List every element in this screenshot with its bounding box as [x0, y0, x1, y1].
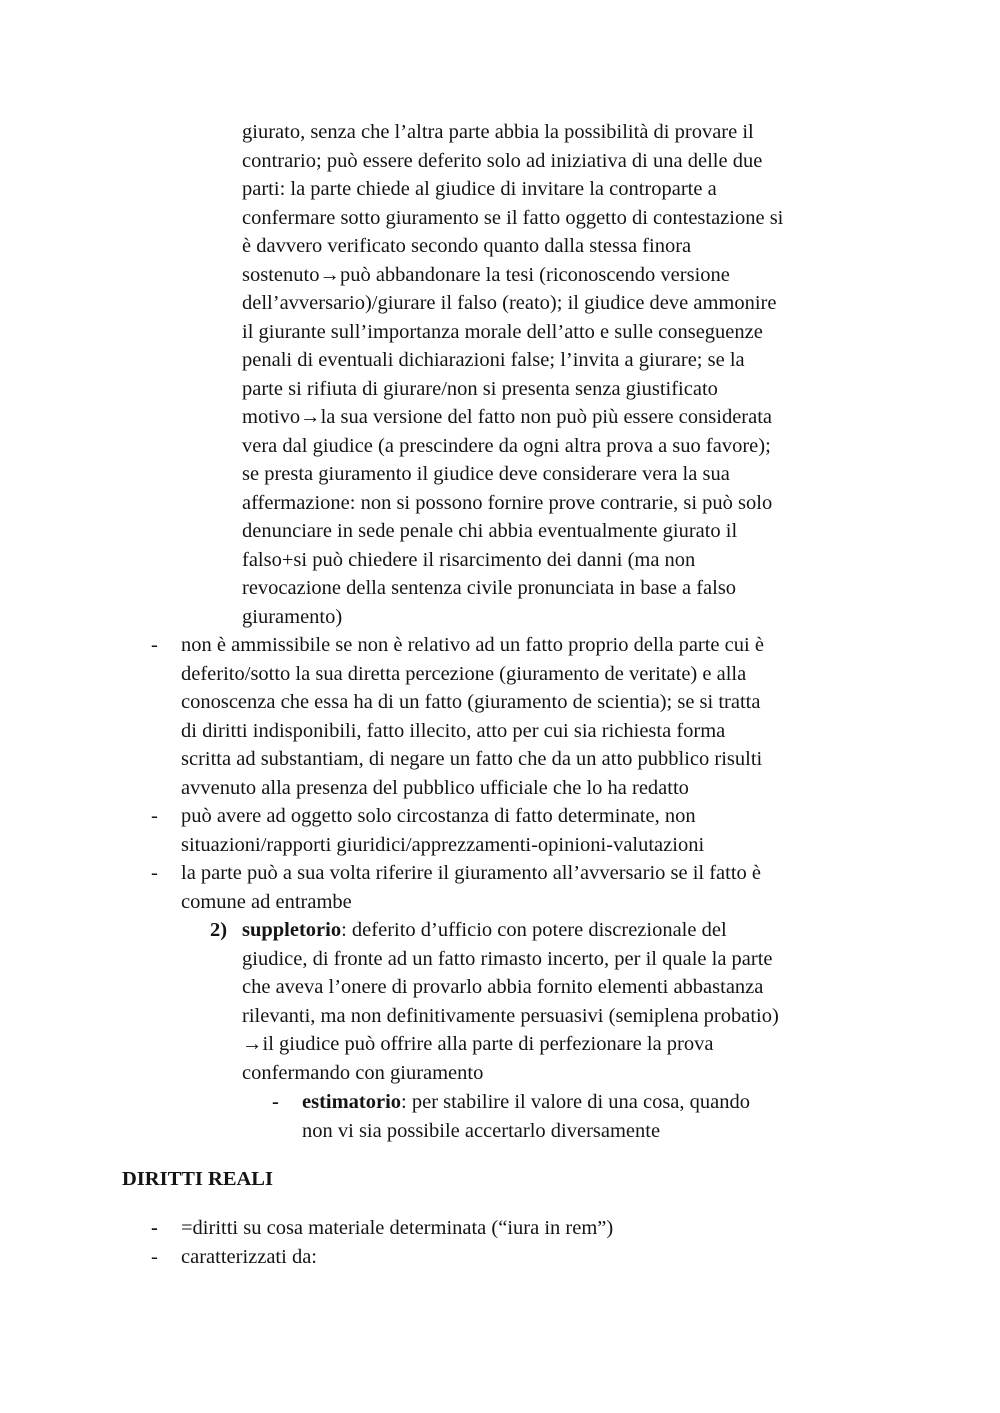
text-line: confermando con giuramento — [242, 1061, 484, 1084]
text-line: situazioni/rapporti giuridici/apprezzamenti-opinioni-valutazioni — [181, 833, 705, 856]
bullet-list — [151, 631, 911, 916]
text-line: rilevanti, ma non definitivamente persuasivi (semiplena probatio) — [242, 1004, 779, 1027]
list-item — [151, 802, 911, 859]
text-line: falso+si può chiedere il risarcimento dei danni (ma non — [242, 548, 696, 571]
text-line: comune ad entrambe — [181, 890, 352, 913]
text-line: non vi sia possibile accertarlo diversamente — [302, 1119, 661, 1142]
text-line: il giurante sull’importanza morale dell’atto e sulle conseguenze — [242, 320, 763, 343]
continuation-paragraph — [242, 118, 783, 631]
list-item — [151, 859, 911, 916]
section-list — [151, 1214, 911, 1271]
text-line: giuramento) — [242, 605, 343, 628]
list-item — [151, 1243, 911, 1272]
bullet-dash: - — [151, 805, 158, 827]
text-line: avvenuto alla presenza del pubblico ufficiale che lo ha redatto — [181, 776, 689, 799]
text-line: se presta giuramento il giudice deve considerare vera la sua — [242, 463, 730, 485]
list-item — [151, 1214, 911, 1243]
item-number: 2) — [210, 919, 228, 941]
text-line: motivo→la sua versione del fatto non può più essere considerata — [242, 406, 773, 428]
text-line: affermazione: non si possono fornire prove contrarie, si può solo — [242, 491, 773, 514]
text-line: che aveva l’onere di provarlo abbia fornito elementi abbastanza — [242, 976, 764, 998]
sub-bullet-item — [272, 1088, 912, 1145]
text-line: confermare sotto giuramento se il fatto oggetto di contestazione si — [242, 206, 784, 229]
text-line: sostenuto→può abbandonare la tesi (riconoscendo versione — [242, 263, 730, 286]
text-line: giudice, di fronte ad un fatto rimasto incerto, per il quale la parte — [242, 947, 773, 970]
term-bold: estimatorio — [302, 1091, 402, 1113]
text-line — [302, 1088, 912, 1117]
text-line: revocazione della sentenza civile pronunciata in base a falso — [242, 577, 737, 599]
text-line: contrario; può essere deferito solo ad iniziativa di una delle due — [242, 149, 763, 172]
text-line: giurato, senza che l’altra parte abbia la possibilità di provare il — [242, 121, 754, 143]
text-line: non è ammissibile se non è relativo ad un fatto proprio della parte cui è — [181, 634, 764, 656]
term-definition: : per stabilire il valore di una cosa, quando — [401, 1091, 751, 1113]
text-line: denunciare in sede penale chi abbia eventualmente giurato il — [242, 520, 738, 542]
text-line: =diritti su cosa materiale determinata (“iura in rem”) — [181, 1217, 614, 1239]
list-item — [151, 631, 911, 802]
bullet-dash: - — [151, 862, 158, 884]
text-line: dell’avversario)/giurare il falso (reato); il giudice deve ammonire — [242, 292, 777, 314]
text-line: caratterizzati da: — [181, 1245, 317, 1268]
text-line: parte si rifiuta di giurare/non si presenta senza giustificato — [242, 377, 718, 400]
section-heading: DIRITTI REALI — [122, 1168, 273, 1190]
bullet-dash: - — [151, 634, 158, 656]
text-line: parti: la parte chiede al giudice di invitare la controparte a — [242, 178, 717, 200]
text-line: è davvero verificato secondo quanto dalla stessa finora — [242, 235, 692, 257]
bullet-dash: - — [272, 1091, 279, 1113]
term-bold: suppletorio — [242, 919, 342, 941]
text-line: di diritti indisponibili, fatto illecito, atto per cui sia richiesta forma — [181, 719, 726, 742]
text-line: →il giudice può offrire alla parte di perfezionare la prova — [242, 1033, 714, 1055]
text-line: può avere ad oggetto solo circostanza di fatto determinate, non — [181, 805, 696, 827]
text-line: la parte può a sua volta riferire il giuramento all’avversario se il fatto è — [181, 862, 762, 884]
text-line: deferito/sotto la sua diretta percezione (giuramento de veritate) e alla — [181, 662, 747, 685]
text-line: conoscenza che essa ha di un fatto (giuramento de scientia); se si tratta — [181, 691, 761, 713]
numbered-item — [210, 916, 910, 1087]
bullet-dash: - — [151, 1217, 158, 1239]
bullet-dash: - — [151, 1245, 158, 1268]
term-definition: : deferito d’ufficio con potere discrezionale del — [341, 919, 727, 941]
text-line — [242, 916, 910, 945]
text-line: penali di eventuali dichiarazioni false; l’invita a giurare; se la — [242, 349, 745, 371]
text-line: vera dal giudice (a prescindere da ogni altra prova a suo favore); — [242, 434, 771, 457]
text-line: scritta ad substantiam, di negare un fatto che da un atto pubblico risulti — [181, 748, 763, 770]
